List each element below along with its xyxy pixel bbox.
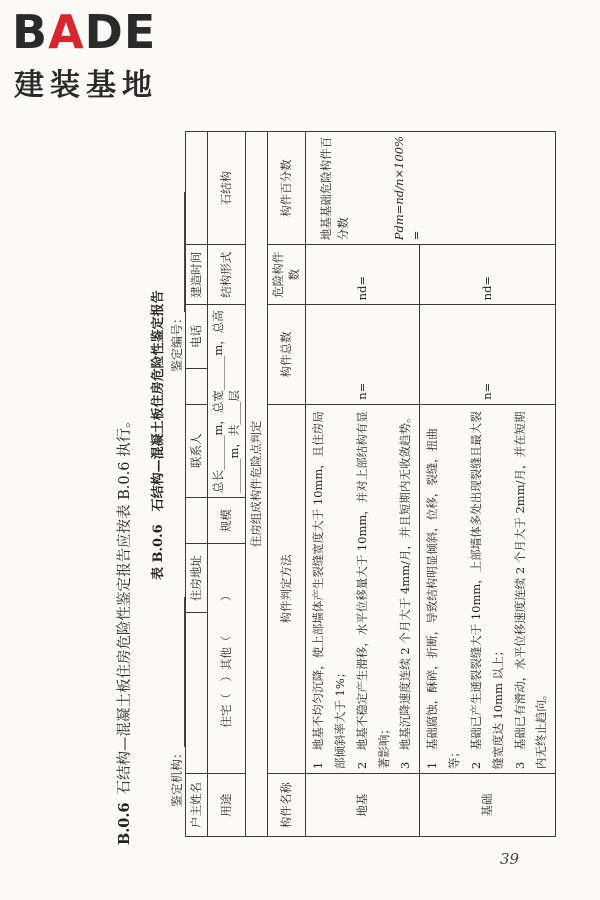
use-value: 住宅（ ）其他（ ） [207,544,245,774]
criteria-item: 2 基础已产生通裂裂缝大于 10mm，上部墙体多处出现裂缝且最大裂缝宽度达 10mm 以上； [468,411,505,770]
code-field: 鉴定编号： [168,192,185,372]
criteria-item: 3 基础已有滑动，水平位移速度连续 2 个月大于 2mm/月，并在短期内无终止趋向。 [512,411,549,770]
col-header-percent: 构件百分数 [267,132,305,245]
component-name: 基础 [420,774,556,837]
phone-label: 电话 [186,305,208,368]
structure-label: 结构形式 [207,245,245,305]
danger-count: nd= [420,245,556,305]
table-title: 表 B.0.6 石结构—混凝土板住房危险性鉴定报告 [151,290,166,580]
scale-label: 规模 [207,498,245,544]
col-header-name: 构件名称 [267,774,305,837]
rotated-page-content [105,45,549,845]
section-heading: B.0.6石结构—混凝土板住房危险性鉴定报告应按表 B.0.6 执行。 [116,413,133,845]
assessment-table [185,131,556,837]
criteria-item: 1 基础腐蚀，酥碎，折断，导致结构明显倾斜，位移，裂缝，扭曲等； [425,428,462,770]
structure-value: 石结构 [207,132,245,245]
danger-count: nd= [306,245,420,305]
org-field: 鉴定机构： [168,597,185,807]
criteria-item: 3 地基沉降速度连续 2 个月大于 4mm/月，并且短期内无收敛趋势。 [398,411,413,770]
build-time-label: 建造时间 [186,245,208,305]
criteria-item: 2 地基不稳定产生滑移，水平位移量大于 10mm，并对上部结构有显著影响； [354,411,391,770]
component-name: 地基 [306,774,420,837]
total-count: n= [420,305,556,404]
col-header-total: 构件总数 [267,305,305,404]
brand-logo-chinese: 建装基地 [14,68,158,103]
use-label: 用途 [207,774,245,837]
section-header: 住房组成构件危险点判定 [246,132,268,837]
col-header-danger: 危险构件数 [267,245,305,305]
table-row [306,132,420,837]
contact-label: 联系人 [186,404,208,497]
brand-logo: BADE [12,5,157,59]
address-label: 住房地址 [186,544,208,613]
page-number: 39 [500,850,520,868]
scale-value: 总长______m，总宽______m，总高______m，共____层 [207,305,245,498]
owner-label: 户主姓名 [186,774,208,837]
percent-label: 地基基础危险构件百分数 [319,136,350,241]
percent-formula: Pdm=nd/n×100% = [392,136,424,241]
total-count: n= [306,305,420,404]
criteria-item: 1 地基不均匀沉降，使上部墙体产生裂缝宽度大于 10mm，且住房局部倾斜率大于 1%； [311,411,347,770]
col-header-method: 构件判定方法 [267,404,305,773]
